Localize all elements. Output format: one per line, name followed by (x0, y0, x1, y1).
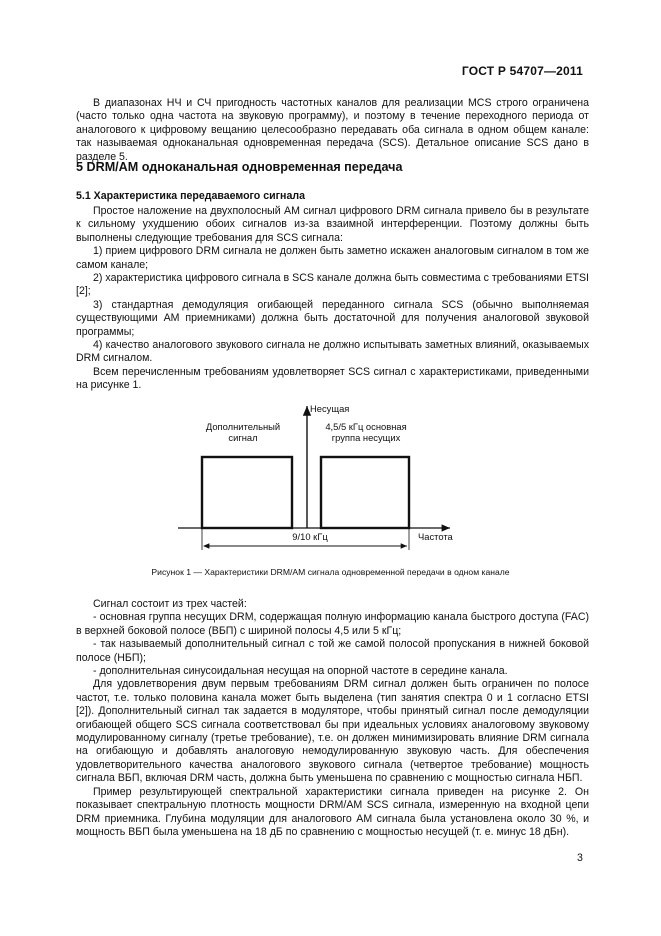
subsection-title: 5.1 Характеристика передаваемого сигнала (76, 190, 305, 202)
paragraph: - дополнительная синусоидальная несущая на опорной частоте в середине канала. (93, 665, 508, 678)
intro-text (76, 97, 589, 164)
section-title: 5 DRM/AM одноканальная одновременная передача (76, 160, 403, 174)
document-code: ГОСТ Р 54707—2011 (461, 64, 583, 78)
carrier-label: Несущая (310, 403, 350, 414)
signal-description-text (76, 598, 589, 839)
figure-caption: Рисунок 1 — Характеристики DRM/AM сигнала одновременной передачи в одном канале (151, 567, 510, 577)
frequency-axis-label: Частота (418, 531, 453, 542)
main-carrier-group-block (321, 457, 409, 528)
bandwidth-label: 9/10 кГц (292, 531, 328, 542)
page-number: 3 (577, 852, 583, 864)
paragraph: 4) качество аналогового звукового сигнала не должно испытывать заметных влияний, оказываемых DRM сигналом. (76, 339, 589, 365)
main-carrier-group-label: 4,5/5 кГц основная группа несущих (325, 421, 407, 443)
paragraph: 1) прием цифрового DRM сигнала не должен быть заметно искажен аналоговым сигналом в том же самом канале; (76, 245, 589, 271)
paragraph: - так называемый дополнительный сигнал с той же самой полосой пропускания в нижней боковой полосе (НБП); (76, 638, 589, 664)
figure-1-spectrum-diagram (160, 392, 480, 562)
paragraph: Простое наложение на двухполосный AM сигнал цифрового DRM сигнала привело бы в результате к сильному ухудшению обоих сигналов из-за взаимной интерференции. Поэтому должны быть выполнены следующие требования для SCS сигнала: (76, 205, 589, 244)
paragraph: В диапазонах НЧ и СЧ пригодность частотных каналов для реализации MCS строго ограничена (часто только одна частота на звуковую программу), и поэтому в течение переходного периода от аналогового к цифровому вещанию целесообразно передавать оба сигнала в одном общем канале: так называемая одноканальная одновременная передача (SCS). Детальное описание SCS дано в разделе 5. (76, 97, 589, 163)
auxiliary-signal-block (202, 457, 292, 528)
paragraph: 3) стандартная демодуляция огибающей переданного сигнала SCS (обычно выполняемая существующими AM приемниками) должна быть достаточной для получения аналоговой звуковой программы; (76, 298, 589, 338)
auxiliary-signal-label: Дополнительный сигнал (205, 421, 281, 443)
paragraph: Сигнал состоит из трех частей: (93, 598, 247, 610)
paragraph: Всем перечисленным требованиям удовлетворяет SCS сигнал с характеристиками, приведенными на рисунке 1. (76, 365, 589, 392)
requirements-text (76, 205, 589, 393)
paragraph: Для удовлетворения двум первым требованиям DRM сигнал должен быть ограничен по полосе частот, т.е. только половина канала может быть выделена (тип занятия спектра 0 и 1 согласно ETSI [2]). Дополнительный сигнал так задается в модуляторе, чтобы принятый сигнал после демодуляции огибающей общего SCS сигнала соответствовал бы при идеальных условиях аналоговому звуковому модулированному сигналу (третье требование), т.е. он должен минимизировать влияние DRM сигнала на огибающую и добавлять аналоговую немодулированную звуковую часть. Для обеспечения удовлетворительного качества аналогового звукового сигнала (четвертое требование) мощность сигнала ВБП, включая DRM часть, должна быть уменьшена по сравнению с мощностью сигнала НБП. (76, 678, 589, 785)
paragraph: - основная группа несущих DRM, содержащая полную информацию канала быстрого доступа (FAC) в верхней боковой полосе (ВБП) с шириной полосы 4,5 или 5 кГц; (76, 611, 589, 637)
paragraph: Пример результирующей спектральной характеристики сигнала приведен на рисунке 2. Он показывает спектральную плотность мощности DRM/AM SCS сигнала, измеренную на входной цепи DRM приемника. Глубина модуляции для аналогового AM сигнала была установлена около 30 %, и мощность ВБП была уменьшена на 18 дБ по сравнению с мощностью несущей (т. е. минус 18 дБн). (76, 785, 589, 838)
paragraph: 2) характеристика цифрового сигнала в SCS канале должна быть совместима с требованиями ETSI [2]; (76, 272, 589, 298)
